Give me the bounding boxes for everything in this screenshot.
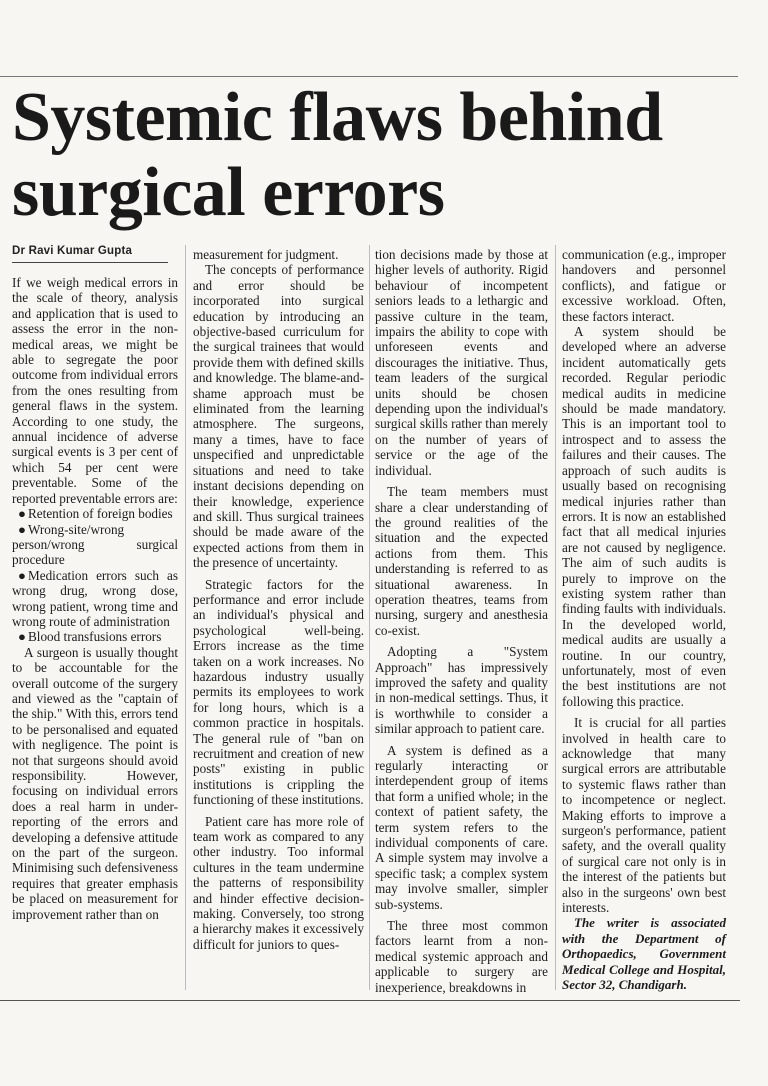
paragraph: Patient care has more role of team work as compared to any other industry. Too informal cultures in the team undermine the patterns of responsibility and hinder effective decision-making. Conversely, too strong a hierarchy makes it excessively difficult for juniors to ques- bbox=[193, 813, 364, 952]
bottom-rule bbox=[0, 1000, 740, 1001]
bullet-icon: ● bbox=[18, 629, 26, 645]
paragraph: communication (e.g., improper handovers and personnel conflicts), and fatigue or excessive workload. Often, these factors interact. bbox=[562, 247, 726, 324]
column-4 bbox=[562, 247, 726, 993]
paragraph: Strategic factors for the performance and error include an individual's physical and psychological well-being. Errors increase as the time taken on a work increases. No hazardous industry usually permits its employees to work for long hours, which is a common practice in hospitals. The general rule of "ban on recruitment and creation of new posts" existing in public institutions is crippling the functioning of these institutions. bbox=[193, 576, 364, 808]
column-divider bbox=[185, 245, 186, 990]
bullet-icon: ● bbox=[18, 521, 26, 537]
paragraph: If we weigh medical errors in the scale of theory, analysis and application that is used to assess the error in the non-medical areas, we might be able to segregate the poor outcome from individual errors from the ones resulting from general flaws in the system. According to one study, the annual incidence of adverse surgical events is 3 per cent of which 54 per cent were preventable. Some of the reported preventable errors are: bbox=[12, 275, 178, 506]
paragraph: It is crucial for all parties involved in health care to acknowledge that many surgical errors are attributable to systemic flaws rather than to incompetence or neglect. Making efforts to improve a surgeon's performance, patient safety, and the overall quality of surgical care not only is in the interest of the patients but also in the surgeons' own best interests. bbox=[562, 715, 726, 916]
paragraph: The concepts of performance and error should be incorporated into surgical education by introducing an objective-based curriculum for the surgical trainees that would provide them with defined skills and knowledge. The blame-and-shame approach must be eliminated from the learning atmosphere. The surgeons, many a times, have to face unspecified and unpredictable situations and need to take instant decisions depending on their knowledge, experience and skill. Thus surgical trainees should be made aware of the expected actions from them in the presence of uncertainty. bbox=[193, 262, 364, 571]
headline bbox=[12, 80, 738, 230]
paragraph: A system should be developed where an adverse incident automatically gets recorded. Regular periodic medical audits in medicine should be made mandatory. This is an important tool to introspect and to assess the failures and their causes. The approach of such audits is usually based on recognising medical injuries rather than errors. It is now an established fact that all medical injuries are not caused by negligence. The aim of such audits is purely to improve on the existing system rather than finding faults with individuals. In the developed world, medical audits are usually a routine. In our country, unfortunately, most of even the best institutions are not following this practice. bbox=[562, 324, 726, 709]
column-divider bbox=[555, 245, 556, 990]
column-1 bbox=[12, 275, 178, 922]
headline-line-2: surgical errors bbox=[12, 154, 445, 231]
headline-line-1: Systemic flaws behind bbox=[12, 79, 663, 156]
column-3 bbox=[375, 247, 548, 995]
paragraph: The team members must share a clear understanding of the ground realities of the situation and the expected actions from them. This understanding is referred to as situational awareness. In operation theatres, teams from nursing, surgery and anesthesia co-exist. bbox=[375, 484, 548, 638]
byline-rule bbox=[12, 262, 168, 263]
bullet-icon: ● bbox=[18, 567, 26, 583]
paragraph: tion decisions made by those at higher levels of authority. Rigid behaviour of incompetent seniors leads to a lethargic and passive culture in the team, impairs the ability to cope with unforeseen events and discourages the initiative. Thus, team leaders of the surgical units should be chosen depending upon the individual's surgical skills rather than merely on the number of years of service or the age of the individual. bbox=[375, 247, 548, 478]
byline: Dr Ravi Kumar Gupta bbox=[12, 245, 133, 257]
column-divider bbox=[369, 245, 370, 990]
list-item: ● Medication errors such as wrong drug, wrong dose, wrong patient, wrong time and wrong route of administration bbox=[12, 567, 178, 629]
paragraph: The three most common factors learnt from a non-medical systemic approach and applicable to surgery are inexperience, breakdowns in bbox=[375, 918, 548, 995]
paragraph: A system is defined as a regularly interacting or interdependent group of items that form a unified whole; in the context of patient safety, the term system refers to the individual components of care. A simple system may involve a specific task; a complex system may involve smaller, simpler sub-systems. bbox=[375, 742, 548, 912]
paragraph: A surgeon is usually thought to be accountable for the overall outcome of the surgery and viewed as the "captain of the ship." With this, errors tend to be personalised and equated with negligence. The point is not that surgeons should avoid responsibility. However, focusing on individual errors does a real harm in under-reporting of the errors and developing a defensive attitude on the part of the surgeon. Minimising such defensiveness requires that greater emphasis be placed on measurement for improvement rather than on bbox=[12, 644, 178, 922]
top-rule bbox=[0, 76, 738, 77]
error-list bbox=[12, 506, 178, 645]
list-item: ● Wrong-site/wrong person/wrong surgical procedure bbox=[12, 521, 178, 568]
column-2 bbox=[193, 247, 364, 952]
list-item: ● Retention of foreign bodies bbox=[18, 506, 173, 522]
author-credit: The writer is associated with the Department of Orthopaedics, Government Medical College and Hospital, Sector 32, Chandigarh. bbox=[562, 915, 726, 993]
list-item: ● Blood transfusions errors bbox=[18, 629, 162, 645]
paragraph: measurement for judgment. bbox=[193, 247, 339, 262]
bullet-icon: ● bbox=[18, 506, 26, 522]
paragraph: Adopting a "System Approach" has impressively improved the safety and quality in non-medical settings. Thus, it is worthwhile to consider a similar approach to patient care. bbox=[375, 644, 548, 737]
